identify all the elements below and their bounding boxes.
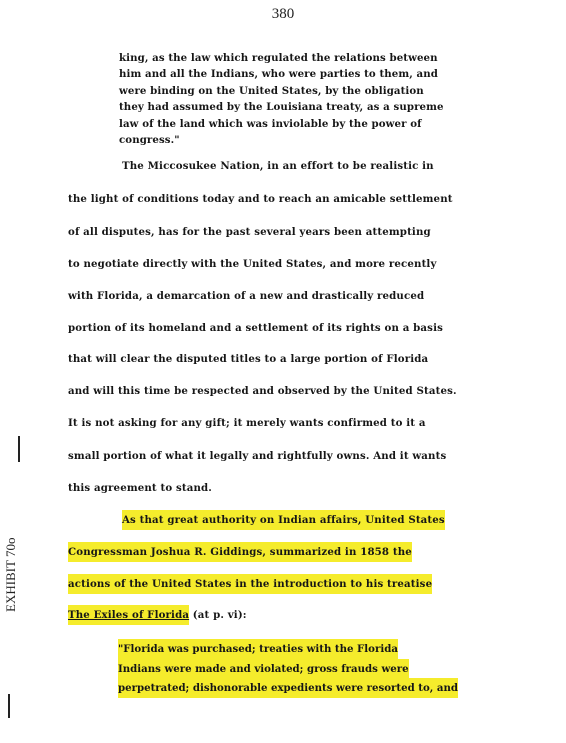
paragraph-line: to negotiate directly with the United States, and more recently <box>68 258 437 270</box>
book-title: The Exiles of Florida <box>68 605 189 625</box>
paragraph-line: The Miccosukee Nation, in an effort to be realistic in <box>122 160 434 172</box>
citation-line <box>68 609 508 621</box>
quote-line: were binding on the United States, by the obligation <box>119 84 424 97</box>
book-citation: (at p. vi): <box>189 609 247 621</box>
quote-line <box>118 679 530 699</box>
block-quote-top <box>119 50 519 148</box>
highlighted-line <box>68 546 508 558</box>
highlighted-line <box>68 514 562 526</box>
paragraph-line: this agreement to stand. <box>68 482 213 494</box>
block-quote-bottom <box>118 640 530 699</box>
paragraph-line: with Florida, a demarcation of a new and drastically reduced <box>68 290 425 302</box>
highlight: As that great authority on Indian affairs, United States <box>122 510 445 530</box>
quote-line: law of the land which was inviolable by the power of <box>119 117 422 130</box>
margin-mark <box>8 694 10 718</box>
page-number: 380 <box>271 6 295 22</box>
paragraph-line: that will clear the disputed titles to a large portion of Florida <box>68 353 429 365</box>
highlight: actions of the United States in the introduction to his treatise <box>68 574 432 594</box>
quote-line: king, as the law which regulated the relations between <box>119 52 438 64</box>
quote-line <box>118 660 530 680</box>
highlight: Indians were made and violated; gross frauds were <box>118 659 409 679</box>
paragraph-line: small portion of what it legally and rightfully owns. And it wants <box>68 450 447 462</box>
paragraph-line: and will this time be respected and observed by the United States. <box>68 385 457 397</box>
quote-line: congress." <box>119 134 180 147</box>
paragraph-line: It is not asking for any gift; it merely wants confirmed to it a <box>68 417 426 429</box>
quote-line <box>118 640 530 660</box>
quote-line: him and all the Indians, who were parties to them, and <box>119 68 438 81</box>
paragraph-line: of all disputes, has for the past several years been attempting <box>68 226 431 238</box>
paragraph-line: portion of its homeland and a settlement of its rights on a basis <box>68 322 443 334</box>
quote-line: they had assumed by the Louisiana treaty, as a supreme <box>119 101 444 114</box>
highlight: perpetrated; dishonorable expedients were resorted to, and <box>118 678 458 698</box>
highlight: "Florida was purchased; treaties with the Florida <box>118 639 398 659</box>
margin-mark <box>18 436 20 462</box>
highlight: Congressman Joshua R. Giddings, summarized in 1858 the <box>68 542 412 562</box>
exhibit-label: EXHIBIT 70o <box>3 537 18 612</box>
paragraph-line: the light of conditions today and to reach an amicable settlement <box>68 193 453 205</box>
highlighted-line <box>68 578 508 590</box>
